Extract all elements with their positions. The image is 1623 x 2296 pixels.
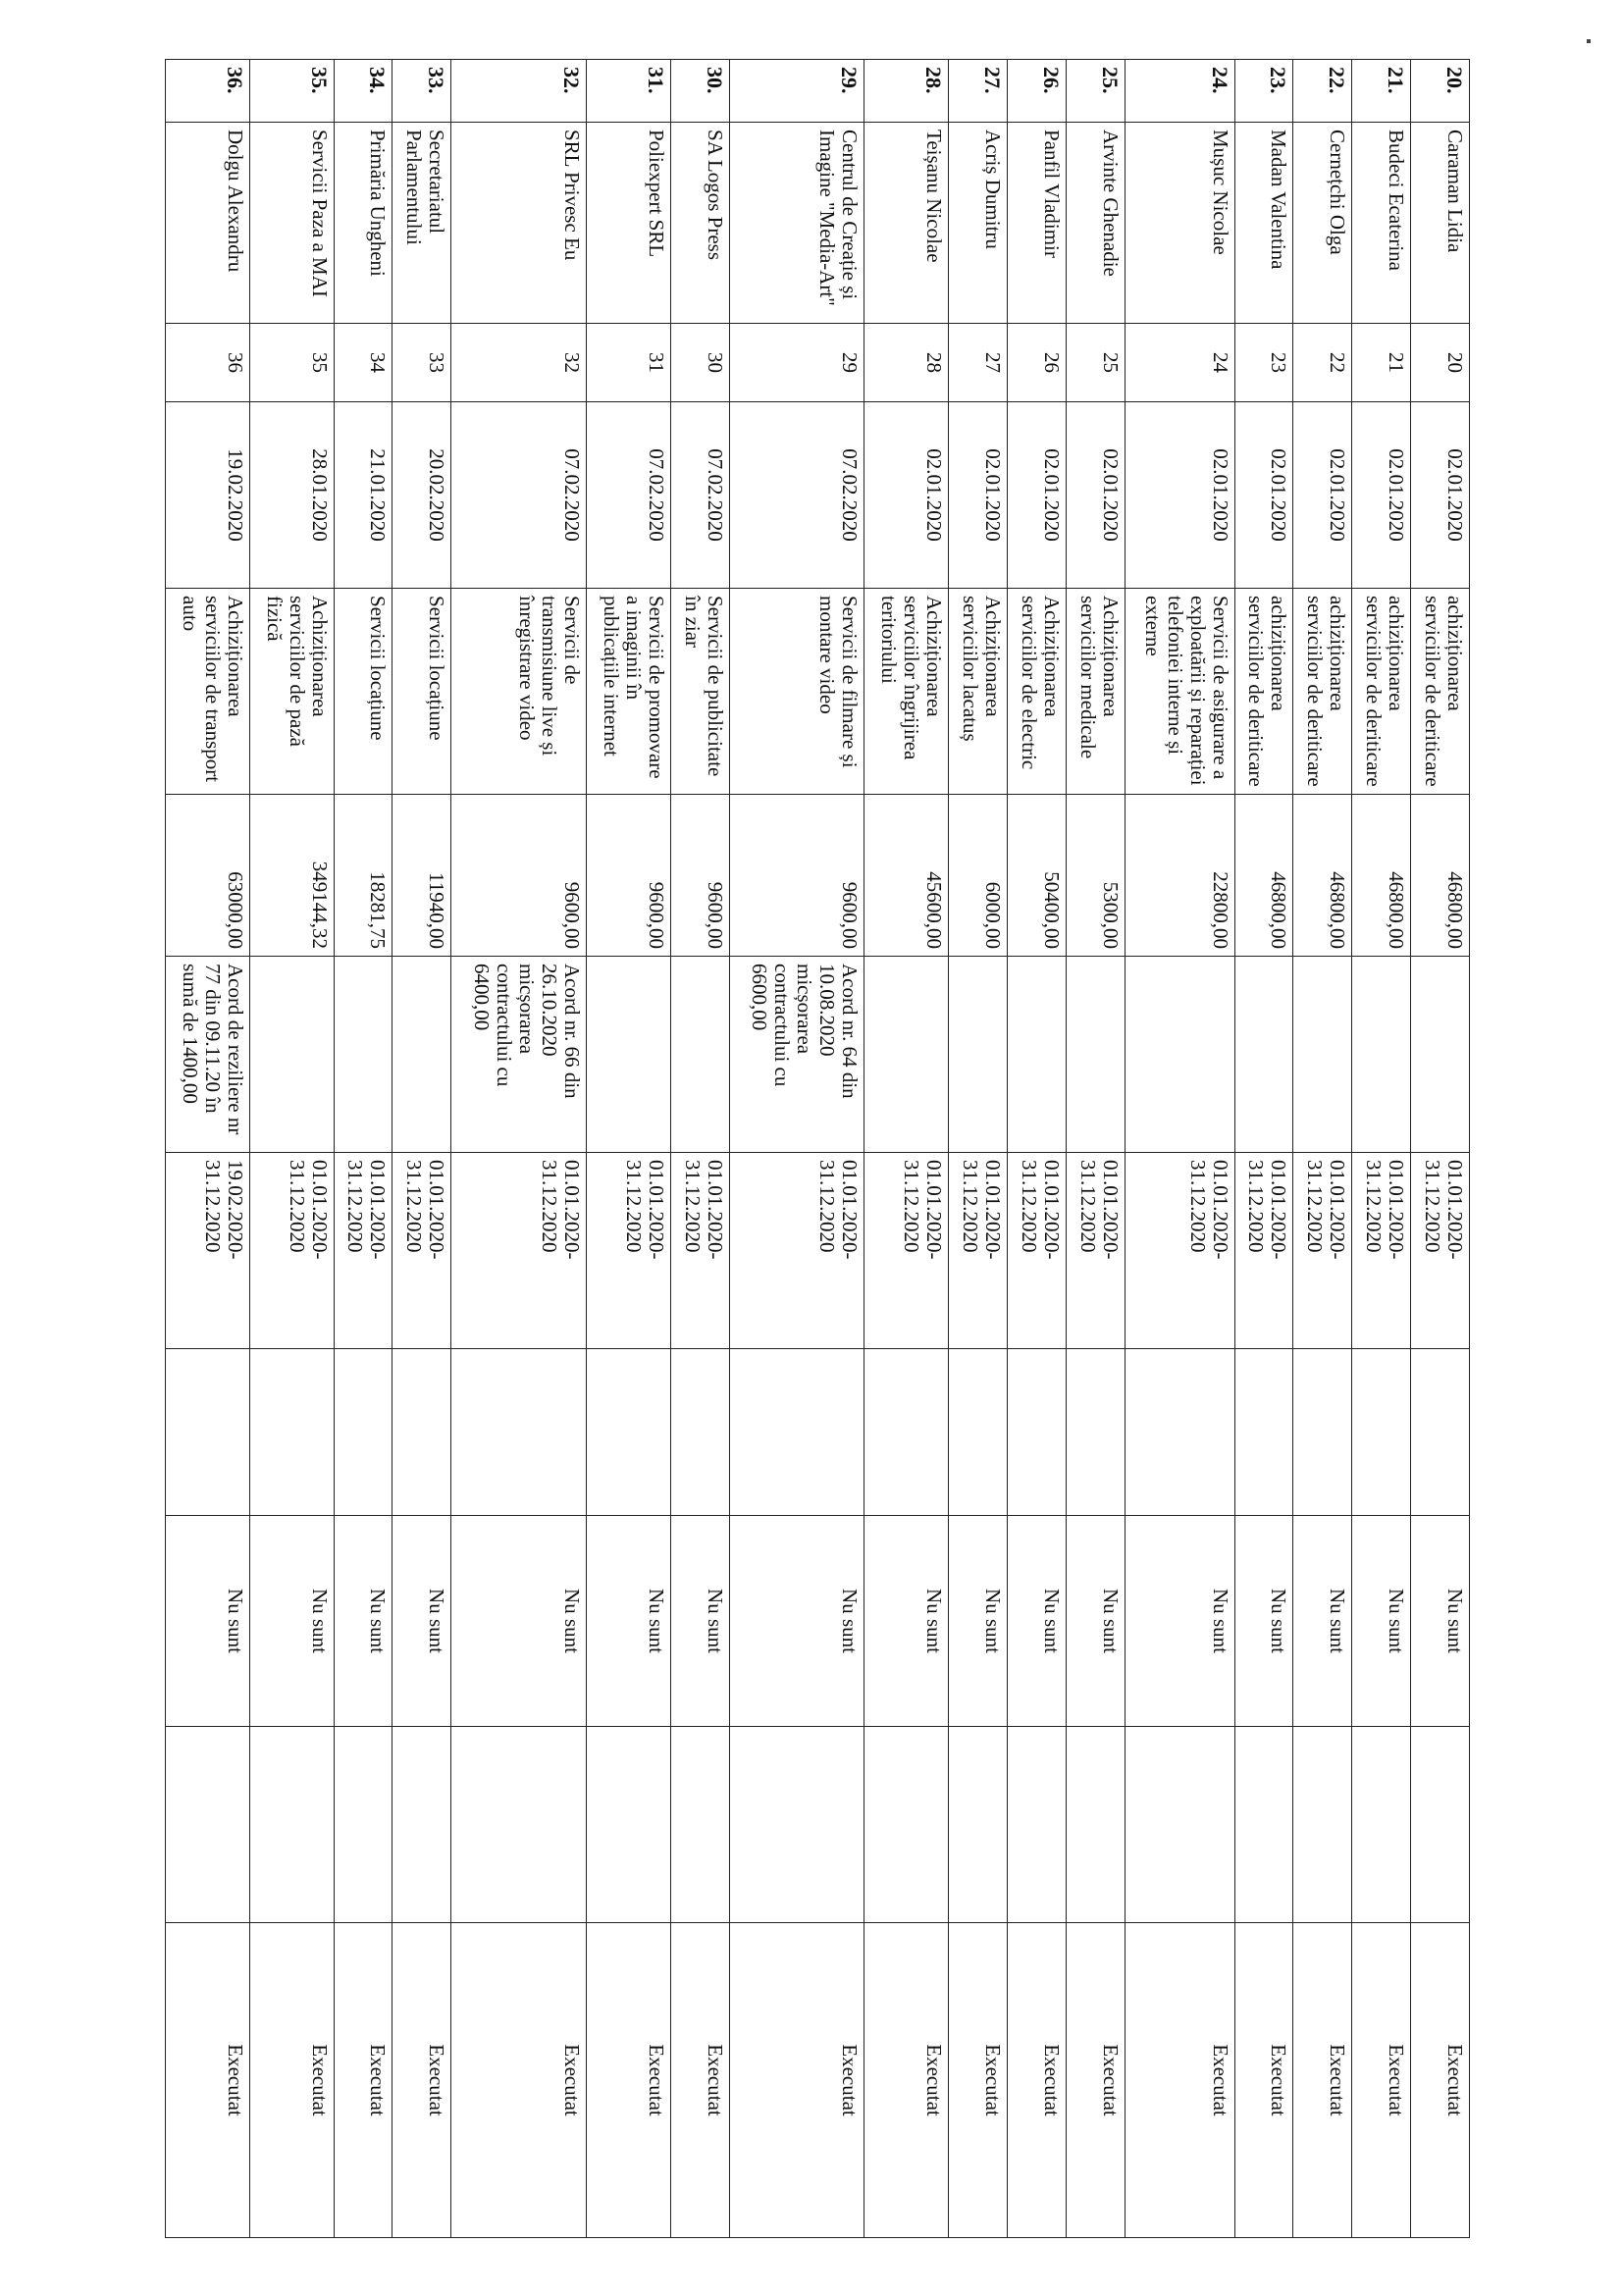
cell-amendment: Acord nr. 64 din 10.08.2020 micșorarea contractului cu 6600,00 — [729, 957, 864, 1153]
cell-status: Executat — [1352, 1923, 1411, 2238]
cell-partner: Panfil Vladimir — [1008, 123, 1067, 324]
cell-status: Executat — [334, 1923, 393, 2238]
cell-sum: 18281,75 — [334, 795, 393, 957]
cell-amendment — [1125, 957, 1234, 1153]
cell-code: 23 — [1234, 324, 1293, 402]
cell-blank1 — [1008, 1349, 1067, 1516]
cell-period: 01.01.2020-31.12.2020 — [1067, 1153, 1126, 1349]
cell-sum: 9600,00 — [670, 795, 729, 957]
cell-status: Executat — [587, 1923, 671, 2238]
cell-period: 01.01.2020-31.12.2020 — [451, 1153, 587, 1349]
cell-nr: 31. — [587, 60, 671, 123]
cell-object: Achiziționarea serviciilor lacatuș — [949, 589, 1008, 795]
cell-code: 22 — [1293, 324, 1352, 402]
cell-sum: 22800,00 — [1125, 795, 1234, 957]
cell-partner: Cernețchi Olga — [1293, 123, 1352, 324]
cell-code: 26 — [1008, 324, 1067, 402]
cell-partner: Acriș Dumitru — [949, 123, 1008, 324]
cell-partner: Secretariatul Parlamentului — [393, 123, 451, 324]
cell-period: 01.01.2020-31.12.2020 — [729, 1153, 864, 1349]
table-row — [1352, 60, 1411, 2238]
cell-period: 01.01.2020-31.12.2020 — [249, 1153, 334, 1349]
cell-object: Achiziționarea serviciilor îngrijirea teritoriului — [864, 589, 949, 795]
table-body — [166, 60, 1470, 2238]
cell-nr: 34. — [334, 60, 393, 123]
cell-blank1 — [334, 1349, 393, 1516]
cell-date: 02.01.2020 — [1293, 402, 1352, 589]
cell-partner: SRL Privesc Eu — [451, 123, 587, 324]
cell-period: 01.01.2020-31.12.2020 — [334, 1153, 393, 1349]
cell-amendment — [949, 957, 1008, 1153]
cell-blank1 — [1067, 1349, 1126, 1516]
cell-object: Servicii de transmisiune live și înregistrare video — [451, 589, 587, 795]
cell-blank2 — [1008, 1727, 1067, 1923]
cell-blank1 — [1411, 1349, 1470, 1516]
cell-amendment — [1067, 957, 1126, 1153]
cell-object: Servicii de filmare și montare video — [729, 589, 864, 795]
cell-status: Executat — [670, 1923, 729, 2238]
cell-amendment — [864, 957, 949, 1153]
table-row — [729, 60, 864, 2238]
cell-status: Executat — [1411, 1923, 1470, 2238]
cell-date: 19.02.2020 — [166, 402, 250, 589]
cell-guarantee: Nu sunt — [334, 1516, 393, 1727]
cell-amendment — [587, 957, 671, 1153]
table-row — [587, 60, 671, 2238]
cell-date: 02.01.2020 — [949, 402, 1008, 589]
cell-period: 01.01.2020-31.12.2020 — [587, 1153, 671, 1349]
table-row — [864, 60, 949, 2238]
cell-partner: Caraman Lidia — [1411, 123, 1470, 324]
cell-blank1 — [166, 1349, 250, 1516]
cell-partner: Arvinte Ghenadie — [1067, 123, 1126, 324]
cell-status: Executat — [949, 1923, 1008, 2238]
cell-period: 01.01.2020-31.12.2020 — [864, 1153, 949, 1349]
cell-partner: Dolgu Alexandru — [166, 123, 250, 324]
cell-status: Executat — [1293, 1923, 1352, 2238]
table-row — [451, 60, 587, 2238]
cell-period: 01.01.2020-31.12.2020 — [1293, 1153, 1352, 1349]
cell-object: Servicii de asigurare a exploatării și reparației telefoniei interne și externe — [1125, 589, 1234, 795]
cell-status: Executat — [1008, 1923, 1067, 2238]
cell-sum: 9600,00 — [729, 795, 864, 957]
table-row — [393, 60, 451, 2238]
cell-partner: Primăria Ungheni — [334, 123, 393, 324]
cell-blank2 — [864, 1727, 949, 1923]
cell-period: 01.01.2020-31.12.2020 — [393, 1153, 451, 1349]
cell-object: achiziționarea serviciilor de deriticare — [1293, 589, 1352, 795]
cell-date: 02.01.2020 — [864, 402, 949, 589]
cell-nr: 24. — [1125, 60, 1234, 123]
cell-date: 20.02.2020 — [393, 402, 451, 589]
table-row — [249, 60, 334, 2238]
table-row — [1234, 60, 1293, 2238]
cell-nr: 33. — [393, 60, 451, 123]
cell-status: Executat — [864, 1923, 949, 2238]
cell-guarantee: Nu sunt — [864, 1516, 949, 1727]
cell-partner: Madan Valentina — [1234, 123, 1293, 324]
cell-blank1 — [729, 1349, 864, 1516]
cell-code: 24 — [1125, 324, 1234, 402]
cell-code: 34 — [334, 324, 393, 402]
cell-object: Achiziționarea serviciilor de transport auto — [166, 589, 250, 795]
cell-guarantee: Nu sunt — [670, 1516, 729, 1727]
cell-object: achiziționarea serviciilor de deriticare — [1352, 589, 1411, 795]
cell-guarantee: Nu sunt — [1234, 1516, 1293, 1727]
scan-speck — [1587, 39, 1591, 43]
table-row — [1008, 60, 1067, 2238]
cell-sum: 46800,00 — [1352, 795, 1411, 957]
cell-blank1 — [249, 1349, 334, 1516]
cell-amendment — [1411, 957, 1470, 1153]
cell-sum: 6000,00 — [949, 795, 1008, 957]
cell-amendment — [1352, 957, 1411, 1153]
cell-nr: 25. — [1067, 60, 1126, 123]
cell-date: 02.01.2020 — [1125, 402, 1234, 589]
cell-partner: Centrul de Creație și Imagine "Media-Art" — [729, 123, 864, 324]
cell-partner: Budeci Ecaterina — [1352, 123, 1411, 324]
cell-code: 35 — [249, 324, 334, 402]
cell-blank1 — [864, 1349, 949, 1516]
table-row — [1293, 60, 1352, 2238]
cell-partner: Teișanu Nicolae — [864, 123, 949, 324]
table-row — [1125, 60, 1234, 2238]
cell-amendment — [670, 957, 729, 1153]
cell-blank2 — [1125, 1727, 1234, 1923]
cell-blank2 — [1293, 1727, 1352, 1923]
cell-nr: 36. — [166, 60, 250, 123]
cell-blank2 — [334, 1727, 393, 1923]
rotated-contracts-table-page — [165, 59, 1470, 2237]
cell-status: Executat — [1234, 1923, 1293, 2238]
cell-nr: 30. — [670, 60, 729, 123]
cell-status: Executat — [1125, 1923, 1234, 2238]
cell-status: Executat — [393, 1923, 451, 2238]
cell-amendment — [393, 957, 451, 1153]
cell-object: Servicii locațiune — [334, 589, 393, 795]
cell-date: 02.01.2020 — [1234, 402, 1293, 589]
cell-period: 01.01.2020-31.12.2020 — [1008, 1153, 1067, 1349]
cell-blank2 — [451, 1727, 587, 1923]
cell-object: Achiziționarea serviciilor medicale — [1067, 589, 1126, 795]
cell-amendment — [1008, 957, 1067, 1153]
cell-code: 36 — [166, 324, 250, 402]
cell-amendment — [334, 957, 393, 1153]
cell-code: 33 — [393, 324, 451, 402]
cell-sum: 50400,00 — [1008, 795, 1067, 957]
cell-code: 32 — [451, 324, 587, 402]
cell-blank1 — [1234, 1349, 1293, 1516]
cell-partner: Servicii Paza a MAI — [249, 123, 334, 324]
cell-object: Servicii de promovare a imaginii în publicațiile internet — [587, 589, 671, 795]
cell-date: 07.02.2020 — [451, 402, 587, 589]
cell-object: achiziționarea serviciilor de deriticare — [1411, 589, 1470, 795]
cell-period: 01.01.2020-31.12.2020 — [1125, 1153, 1234, 1349]
cell-date: 28.01.2020 — [249, 402, 334, 589]
contracts-table — [165, 59, 1470, 2238]
cell-status: Executat — [1067, 1923, 1126, 2238]
cell-code: 20 — [1411, 324, 1470, 402]
cell-date: 07.02.2020 — [729, 402, 864, 589]
cell-guarantee: Nu sunt — [1008, 1516, 1067, 1727]
cell-partner: Mușuc Nicolae — [1125, 123, 1234, 324]
cell-amendment — [1293, 957, 1352, 1153]
cell-nr: 35. — [249, 60, 334, 123]
cell-blank2 — [393, 1727, 451, 1923]
cell-guarantee: Nu sunt — [729, 1516, 864, 1727]
cell-guarantee: Nu sunt — [1067, 1516, 1126, 1727]
cell-nr: 26. — [1008, 60, 1067, 123]
cell-guarantee: Nu sunt — [587, 1516, 671, 1727]
cell-blank1 — [393, 1349, 451, 1516]
cell-blank2 — [670, 1727, 729, 1923]
table-row — [1411, 60, 1470, 2238]
cell-blank1 — [1293, 1349, 1352, 1516]
cell-code: 28 — [864, 324, 949, 402]
cell-blank1 — [1125, 1349, 1234, 1516]
cell-nr: 21. — [1352, 60, 1411, 123]
cell-guarantee: Nu sunt — [1125, 1516, 1234, 1727]
cell-guarantee: Nu sunt — [1352, 1516, 1411, 1727]
table-row — [334, 60, 393, 2238]
cell-sum: 9600,00 — [587, 795, 671, 957]
cell-guarantee: Nu sunt — [949, 1516, 1008, 1727]
cell-period: 01.01.2020-31.12.2020 — [949, 1153, 1008, 1349]
cell-code: 21 — [1352, 324, 1411, 402]
cell-date: 02.01.2020 — [1411, 402, 1470, 589]
cell-code: 25 — [1067, 324, 1126, 402]
cell-period: 01.01.2020-31.12.2020 — [1352, 1153, 1411, 1349]
cell-nr: 29. — [729, 60, 864, 123]
cell-code: 31 — [587, 324, 671, 402]
cell-date: 07.02.2020 — [587, 402, 671, 589]
cell-code: 27 — [949, 324, 1008, 402]
cell-date: 07.02.2020 — [670, 402, 729, 589]
cell-amendment: Acord nr. 66 din 26.10.2020 micșorarea contractului cu 6400,00 — [451, 957, 587, 1153]
cell-sum: 63000,00 — [166, 795, 250, 957]
cell-blank2 — [166, 1727, 250, 1923]
cell-sum: 46800,00 — [1234, 795, 1293, 957]
cell-blank2 — [1234, 1727, 1293, 1923]
cell-blank1 — [1352, 1349, 1411, 1516]
cell-date: 02.01.2020 — [1008, 402, 1067, 589]
cell-code: 29 — [729, 324, 864, 402]
cell-blank1 — [587, 1349, 671, 1516]
cell-blank2 — [249, 1727, 334, 1923]
cell-amendment — [249, 957, 334, 1153]
cell-sum: 5300,00 — [1067, 795, 1126, 957]
cell-blank2 — [1411, 1727, 1470, 1923]
cell-period: 19.02.2020-31.12.2020 — [166, 1153, 250, 1349]
cell-status: Executat — [729, 1923, 864, 2238]
cell-status: Executat — [166, 1923, 250, 2238]
cell-date: 21.01.2020 — [334, 402, 393, 589]
table-row — [670, 60, 729, 2238]
cell-object: Servicii locațiune — [393, 589, 451, 795]
cell-nr: 22. — [1293, 60, 1352, 123]
cell-partner: SA Logos Press — [670, 123, 729, 324]
cell-amendment — [1234, 957, 1293, 1153]
cell-sum: 45600,00 — [864, 795, 949, 957]
cell-sum: 46800,00 — [1411, 795, 1470, 957]
cell-status: Executat — [249, 1923, 334, 2238]
cell-period: 01.01.2020-31.12.2020 — [1411, 1153, 1470, 1349]
cell-nr: 23. — [1234, 60, 1293, 123]
cell-guarantee: Nu sunt — [249, 1516, 334, 1727]
cell-nr: 28. — [864, 60, 949, 123]
cell-partner: Poliexpert SRL — [587, 123, 671, 324]
table-row — [166, 60, 250, 2238]
cell-period: 01.01.2020-31.12.2020 — [1234, 1153, 1293, 1349]
cell-amendment: Acord de reziliere nr 77 din 09.11.20 în sumă de 1400,00 — [166, 957, 250, 1153]
cell-guarantee: Nu sunt — [451, 1516, 587, 1727]
cell-blank1 — [949, 1349, 1008, 1516]
cell-blank2 — [949, 1727, 1008, 1923]
cell-blank2 — [587, 1727, 671, 1923]
cell-guarantee: Nu sunt — [166, 1516, 250, 1727]
cell-sum: 9600,00 — [451, 795, 587, 957]
cell-sum: 46800,00 — [1293, 795, 1352, 957]
cell-object: Servicii de publicitate în ziar — [670, 589, 729, 795]
cell-object: Achiziționarea serviciilor de electric — [1008, 589, 1067, 795]
cell-date: 02.01.2020 — [1067, 402, 1126, 589]
cell-guarantee: Nu sunt — [393, 1516, 451, 1727]
cell-sum: 349144,32 — [249, 795, 334, 957]
cell-nr: 27. — [949, 60, 1008, 123]
cell-date: 02.01.2020 — [1352, 402, 1411, 589]
cell-period: 01.01.2020-31.12.2020 — [670, 1153, 729, 1349]
cell-blank2 — [729, 1727, 864, 1923]
cell-object: achiziționarea serviciilor de deriticare — [1234, 589, 1293, 795]
cell-object: Achiziționarea serviciilor de pază fizică — [249, 589, 334, 795]
table-row — [949, 60, 1008, 2238]
cell-guarantee: Nu sunt — [1293, 1516, 1352, 1727]
cell-nr: 32. — [451, 60, 587, 123]
cell-sum: 11940,00 — [393, 795, 451, 957]
cell-code: 30 — [670, 324, 729, 402]
table-row — [1067, 60, 1126, 2238]
cell-blank1 — [451, 1349, 587, 1516]
cell-nr: 20. — [1411, 60, 1470, 123]
cell-blank2 — [1352, 1727, 1411, 1923]
cell-status: Executat — [451, 1923, 587, 2238]
cell-blank1 — [670, 1349, 729, 1516]
cell-guarantee: Nu sunt — [1411, 1516, 1470, 1727]
cell-blank2 — [1067, 1727, 1126, 1923]
